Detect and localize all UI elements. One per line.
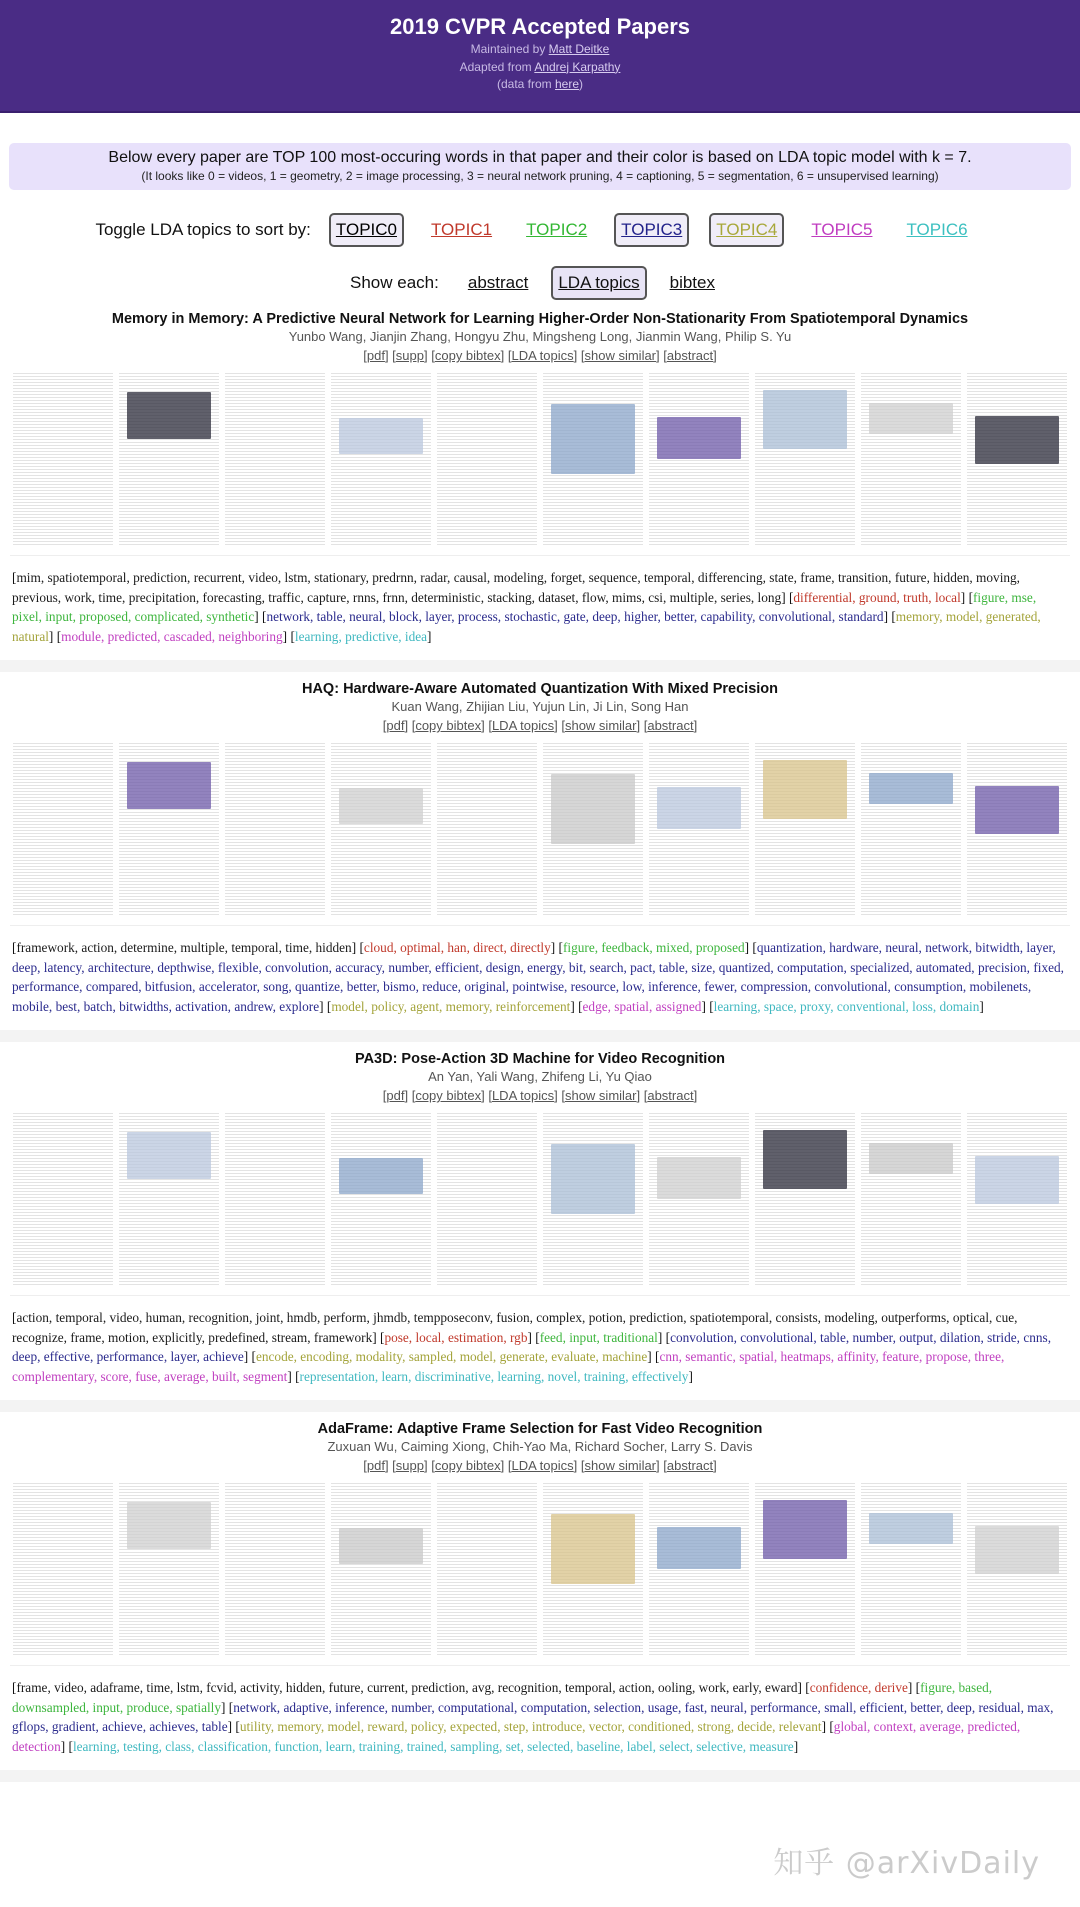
paper-page-thumbnails: [10, 1111, 1070, 1296]
figure-block: [657, 417, 741, 459]
page-thumbnail: [967, 1111, 1067, 1285]
figure-block: [551, 1514, 635, 1584]
lda-topic-words: [12, 1678, 1066, 1770]
figure-block: [127, 392, 211, 439]
page-thumbnail: [543, 1111, 643, 1285]
paper-authors: Kuan Wang, Zhijian Liu, Yujun Lin, Ji Lin, Song Han: [391, 699, 689, 714]
paper-link-pdf[interactable]: pdf: [386, 1088, 405, 1103]
page-thumbnail: [755, 1481, 855, 1655]
adapted-line: Adapted from Andrej Karpathy: [459, 59, 621, 74]
figure-block: [975, 1526, 1059, 1574]
paper-entry: [0, 302, 1080, 660]
show-label: Show each:: [350, 273, 439, 292]
figure-block: [657, 1527, 741, 1569]
page-thumbnail: [437, 371, 537, 545]
topic-word-group-0: [mim, spatiotemporal, prediction, recurrent, video, lstm, stationary, predrnn, radar, causal, modeling, forget, sequence, temporal, differencing, state, frame, transition, future, hidden, moving, previous, work, time, precipitation, forecasting, traffic, capture, rnns, frnn, deterministic, stacking, dataset, flow, mims, csi, multiple, series, long]: [12, 570, 1021, 605]
topic-toggle-5[interactable]: TOPIC5: [811, 220, 873, 239]
page-thumbnail: [225, 1481, 325, 1655]
topic-toggle-0[interactable]: TOPIC0: [329, 213, 404, 247]
page-thumbnail: [755, 741, 855, 915]
page-thumbnail: [861, 1481, 961, 1655]
paper-link-LDA-topics[interactable]: LDA topics: [491, 718, 555, 733]
topic-toggle-1[interactable]: TOPIC1: [430, 220, 493, 239]
paper-link-copy-bibtex[interactable]: copy bibtex: [415, 718, 482, 733]
figure-block: [127, 1132, 211, 1179]
topic-toggle-2[interactable]: TOPIC2: [526, 220, 588, 239]
lda-topic-words: [12, 938, 1066, 1030]
lda-topic-words: [12, 1308, 1066, 1400]
paper-link-supp[interactable]: supp: [395, 348, 424, 363]
page-thumbnail: [331, 1481, 431, 1655]
page-thumbnail: [755, 371, 855, 545]
paper-authors: An Yan, Yali Wang, Zhifeng Li, Yu Qiao: [428, 1069, 652, 1084]
figure-block: [127, 1502, 211, 1549]
figure-block: [869, 773, 953, 804]
paper-link-LDA-topics[interactable]: LDA topics: [491, 1088, 555, 1103]
topic-word-group-4: [utility, memory, model, reward, policy, expected, step, introduce, vector, conditioned, strong, decide, relevant]: [235, 1719, 827, 1734]
topic-word-group-2: [figure, mse, pixel, input, proposed, complicated, synthetic]: [12, 589, 1037, 624]
paper-authors: Zuxuan Wu, Caiming Xiong, Chih-Yao Ma, Richard Socher, Larry S. Davis: [327, 1439, 753, 1454]
figure-block: [869, 1513, 953, 1544]
paper-link-supp[interactable]: supp: [395, 1458, 424, 1473]
paper-link-abstract[interactable]: abstract: [666, 1458, 714, 1473]
paper-links: [pdf] [copy bibtex] [LDA topics] [show similar] [abstract]: [382, 718, 698, 733]
topic-word-group-3: [quantization, hardware, neural, network, bitwidth, layer, deep, latency, architecture, depthwise, flexible, convolution, accuracy, number, efficient, design, energy, bit, search, pact, table, size, quantized, computation, specialized, automated, precision, fixed, performance, compared, bitfusion, accelerator, song, quantize, better, bismo, reduce, original, pointwise, resource, low, inference, fewer, compression, convolutional, consumption, mobilenets, mobile, best, batch, bitwidths, activation, andrew, explore]: [12, 940, 1064, 1014]
figure-block: [657, 1157, 741, 1199]
page-header: [0, 0, 1080, 113]
page-thumbnail: [13, 1111, 113, 1285]
page-thumbnail: [543, 741, 643, 915]
paper-list: [0, 302, 1080, 1782]
topic-toggle-6[interactable]: TOPIC6: [906, 220, 968, 239]
intro-banner: [9, 143, 1071, 190]
figure-block: [763, 390, 847, 449]
paper-link-abstract[interactable]: abstract: [647, 718, 694, 733]
page-thumbnail: [225, 371, 325, 545]
figure-block: [763, 1500, 847, 1559]
figure-block: [551, 774, 635, 844]
page-thumbnail: [13, 741, 113, 915]
figure-block: [657, 787, 741, 829]
paper-separator: [0, 1770, 1080, 1782]
intro-topic-note: (It looks like 0 = videos, 1 = geometry, 2 = image processing, 3 = neural network pruning, 4 = captioning, 5 = segmentation, 6 = unsupervised learning): [141, 169, 939, 183]
paper-title: PA3D: Pose-Action 3D Machine for Video Recognition: [354, 1051, 726, 1067]
paper-link-LDA-topics[interactable]: LDA topics: [511, 348, 574, 363]
topic-word-group-1: [confidence, derive]: [805, 1680, 913, 1695]
topic-word-group-3: [network, table, neural, block, layer, process, stochastic, gate, deep, higher, better, capability, convolutional, standard]: [262, 609, 889, 624]
page-thumbnail: [225, 741, 325, 915]
karpathy-link[interactable]: Andrej Karpathy: [534, 59, 621, 74]
paper-links: [pdf] [supp] [copy bibtex] [LDA topics] [show similar] [abstract]: [363, 1458, 717, 1473]
page-thumbnail: [119, 1111, 219, 1285]
page-thumbnail: [543, 371, 643, 545]
paper-link-copy-bibtex[interactable]: copy bibtex: [434, 348, 501, 363]
page-thumbnail: [649, 371, 749, 545]
figure-block: [869, 403, 953, 434]
page-thumbnail: [967, 371, 1067, 545]
page-title: 2019 CVPR Accepted Papers: [390, 14, 690, 39]
show-toggle-lda-topics[interactable]: LDA topics: [551, 266, 646, 300]
figure-block: [339, 1528, 423, 1564]
lda-topic-words: [12, 568, 1066, 660]
figure-block: [551, 404, 635, 474]
paper-link-show-similar[interactable]: show similar: [584, 1458, 657, 1473]
watermark: 知乎 @arXivDaily: [773, 1846, 1040, 1881]
page-thumbnail: [437, 1111, 537, 1285]
page-thumbnail: [437, 1481, 537, 1655]
figure-block: [127, 762, 211, 809]
topic-word-group-6: [learning, space, proxy, conventional, loss, domain]: [709, 998, 984, 1014]
topic-word-group-6: [learning, testing, class, classification, function, learn, training, trained, sampling, set, selected, baseline, label, select, selective, measure]: [68, 1738, 799, 1754]
topic-word-group-1: [cloud, optimal, han, direct, directly]: [359, 940, 556, 955]
page-thumbnail: [967, 741, 1067, 915]
topic-toggle-3[interactable]: TOPIC3: [614, 213, 689, 247]
page-thumbnail: [119, 371, 219, 545]
maintainer-link[interactable]: Matt Deitke: [548, 42, 610, 56]
page-thumbnail: [543, 1481, 643, 1655]
topic-word-group-1: [pose, local, estimation, rgb]: [380, 1329, 532, 1345]
paper-page-thumbnails: [10, 371, 1070, 556]
topic-sort-bar: [0, 210, 1080, 250]
paper-link-show-similar[interactable]: show similar: [584, 348, 657, 363]
data-source-line: (data from here): [496, 77, 584, 91]
page-thumbnail: [331, 1111, 431, 1285]
paper-link-abstract[interactable]: abstract: [647, 1088, 694, 1103]
topic-word-group-4: [encode, encoding, modality, sampled, model, generate, evaluate, machine]: [251, 1349, 652, 1364]
paper-link-copy-bibtex[interactable]: copy bibtex: [415, 1088, 482, 1103]
topic-word-group-4: [memory, model, generated, natural]: [12, 609, 1041, 644]
topic-word-group-4: [model, policy, agent, memory, reinforcement]: [326, 998, 575, 1014]
paper-link-show-similar[interactable]: show similar: [564, 718, 637, 733]
paper-separator: [0, 1400, 1080, 1412]
paper-entry: [0, 672, 1080, 1030]
page-thumbnail: [649, 741, 749, 915]
topic-word-group-0: [framework, action, determine, multiple, temporal, time, hidden]: [12, 940, 357, 955]
topic-word-group-2: [figure, feedback, mixed, proposed]: [558, 940, 750, 955]
paper-link-abstract[interactable]: abstract: [666, 348, 714, 363]
topic-word-group-2: [figure, based, downsampled, input, produce, spatially]: [12, 1680, 993, 1715]
figure-block: [869, 1143, 953, 1174]
figure-block: [975, 1156, 1059, 1204]
page-thumbnail: [649, 1111, 749, 1285]
topic-word-group-5: [cnn, semantic, spatial, heatmaps, affinity, feature, propose, three, complementary, score, fuse, average, built, segment]: [12, 1349, 1005, 1384]
page-thumbnail: [967, 1481, 1067, 1655]
page-thumbnail: [331, 741, 431, 915]
page-thumbnail: [649, 1481, 749, 1655]
maintainer-line: Maintained by Matt Deitke: [470, 42, 610, 56]
figure-block: [339, 418, 423, 454]
paper-link-show-similar[interactable]: show similar: [564, 1088, 637, 1103]
topic-word-group-5: [edge, spatial, assigned]: [578, 998, 706, 1014]
paper-authors: Yunbo Wang, Jianjin Zhang, Hongyu Zhu, Mingsheng Long, Jianmin Wang, Philip S. Yu: [288, 329, 792, 344]
figure-block: [763, 1130, 847, 1189]
page-thumbnail: [225, 1111, 325, 1285]
topic-word-group-5: [module, predicted, cascaded, neighboring]: [56, 628, 288, 644]
paper-entry: [0, 1042, 1080, 1400]
paper-separator: [0, 1030, 1080, 1042]
page-thumbnail: [861, 1111, 961, 1285]
show-toggle-bibtex[interactable]: bibtex: [669, 273, 715, 292]
page-thumbnail: [119, 1481, 219, 1655]
intro-text: Below every paper are TOP 100 most-occuring words in that paper and their color is based on LDA topic model with k = 7.: [108, 149, 972, 166]
page-thumbnail: [437, 741, 537, 915]
paper-page-thumbnails: [10, 1481, 1070, 1666]
figure-block: [339, 788, 423, 824]
topic-word-group-3: [convolution, convolutional, table, number, output, dilation, stride, cnns, deep, effective, performance, layer, achieve]: [12, 1329, 1052, 1364]
sort-label: Toggle LDA topics to sort by:: [95, 220, 311, 239]
page-thumbnail: [861, 371, 961, 545]
show-toggle-group: [453, 266, 730, 300]
figure-block: [975, 786, 1059, 834]
show-each-bar: [0, 264, 1080, 302]
figure-block: [763, 760, 847, 819]
paper-link-pdf[interactable]: pdf: [366, 1458, 385, 1473]
topic-word-group-5: [global, context, average, predicted, detection]: [12, 1719, 1021, 1754]
paper-title: Memory in Memory: A Predictive Neural Network for Learning Higher-Order Non-Stationarity From Spatiotemporal Dynamics: [111, 311, 969, 327]
paper-title: AdaFrame: Adaptive Frame Selection for Fast Video Recognition: [317, 1421, 763, 1437]
paper-page-thumbnails: [10, 741, 1070, 926]
topic-toggle-4[interactable]: TOPIC4: [709, 213, 784, 247]
topic-word-group-6: [learning, predictive, idea]: [290, 628, 432, 644]
topic-word-group-6: [representation, learn, discriminative, learning, novel, training, effectively]: [295, 1368, 693, 1384]
paper-link-copy-bibtex[interactable]: copy bibtex: [434, 1458, 501, 1473]
figure-block: [975, 416, 1059, 464]
page-thumbnail: [755, 1111, 855, 1285]
topic-word-group-2: [feed, input, traditional]: [535, 1329, 663, 1345]
paper-links: [pdf] [copy bibtex] [LDA topics] [show similar] [abstract]: [382, 1088, 698, 1103]
show-toggle-abstract[interactable]: abstract: [467, 273, 529, 292]
paper-link-pdf[interactable]: pdf: [386, 718, 405, 733]
paper-links: [pdf] [supp] [copy bibtex] [LDA topics] [show similar] [abstract]: [363, 348, 717, 363]
topic-toggle-group: [319, 213, 985, 247]
data-source-link[interactable]: here: [555, 77, 580, 91]
paper-separator: [0, 660, 1080, 672]
paper-link-LDA-topics[interactable]: LDA topics: [511, 1458, 574, 1473]
page-thumbnail: [13, 371, 113, 545]
page-thumbnail: [13, 1481, 113, 1655]
topic-word-group-1: [differential, ground, truth, local]: [788, 589, 966, 605]
paper-link-pdf[interactable]: pdf: [366, 348, 385, 363]
page-thumbnail: [861, 741, 961, 915]
topic-word-group-0: [action, temporal, video, human, recognition, joint, hmdb, perform, jhmdb, tempposeconv, fusion, complex, potion, prediction, spatiotemporal, consists, modeling, outperforms, optical, cue, recognize, frame, motion, explicitly, predefined, stream, framework]: [12, 1310, 1018, 1345]
topic-word-group-0: [frame, video, adaframe, time, lstm, fcvid, activity, hidden, future, current, prediction, avg, recognition, temporal, action, ooling, work, early, eward]: [12, 1680, 802, 1695]
figure-block: [551, 1144, 635, 1214]
page-thumbnail: [331, 371, 431, 545]
paper-entry: [0, 1412, 1080, 1770]
topic-word-group-3: [network, adaptive, inference, number, computational, computation, selection, usage, fast, neural, performance, small, efficient, better, deep, residual, max, gflops, gradient, achieve, achieves, table]: [12, 1699, 1054, 1734]
page-thumbnail: [119, 741, 219, 915]
figure-block: [339, 1158, 423, 1194]
paper-title: HAQ: Hardware-Aware Automated Quantization With Mixed Precision: [301, 681, 779, 697]
